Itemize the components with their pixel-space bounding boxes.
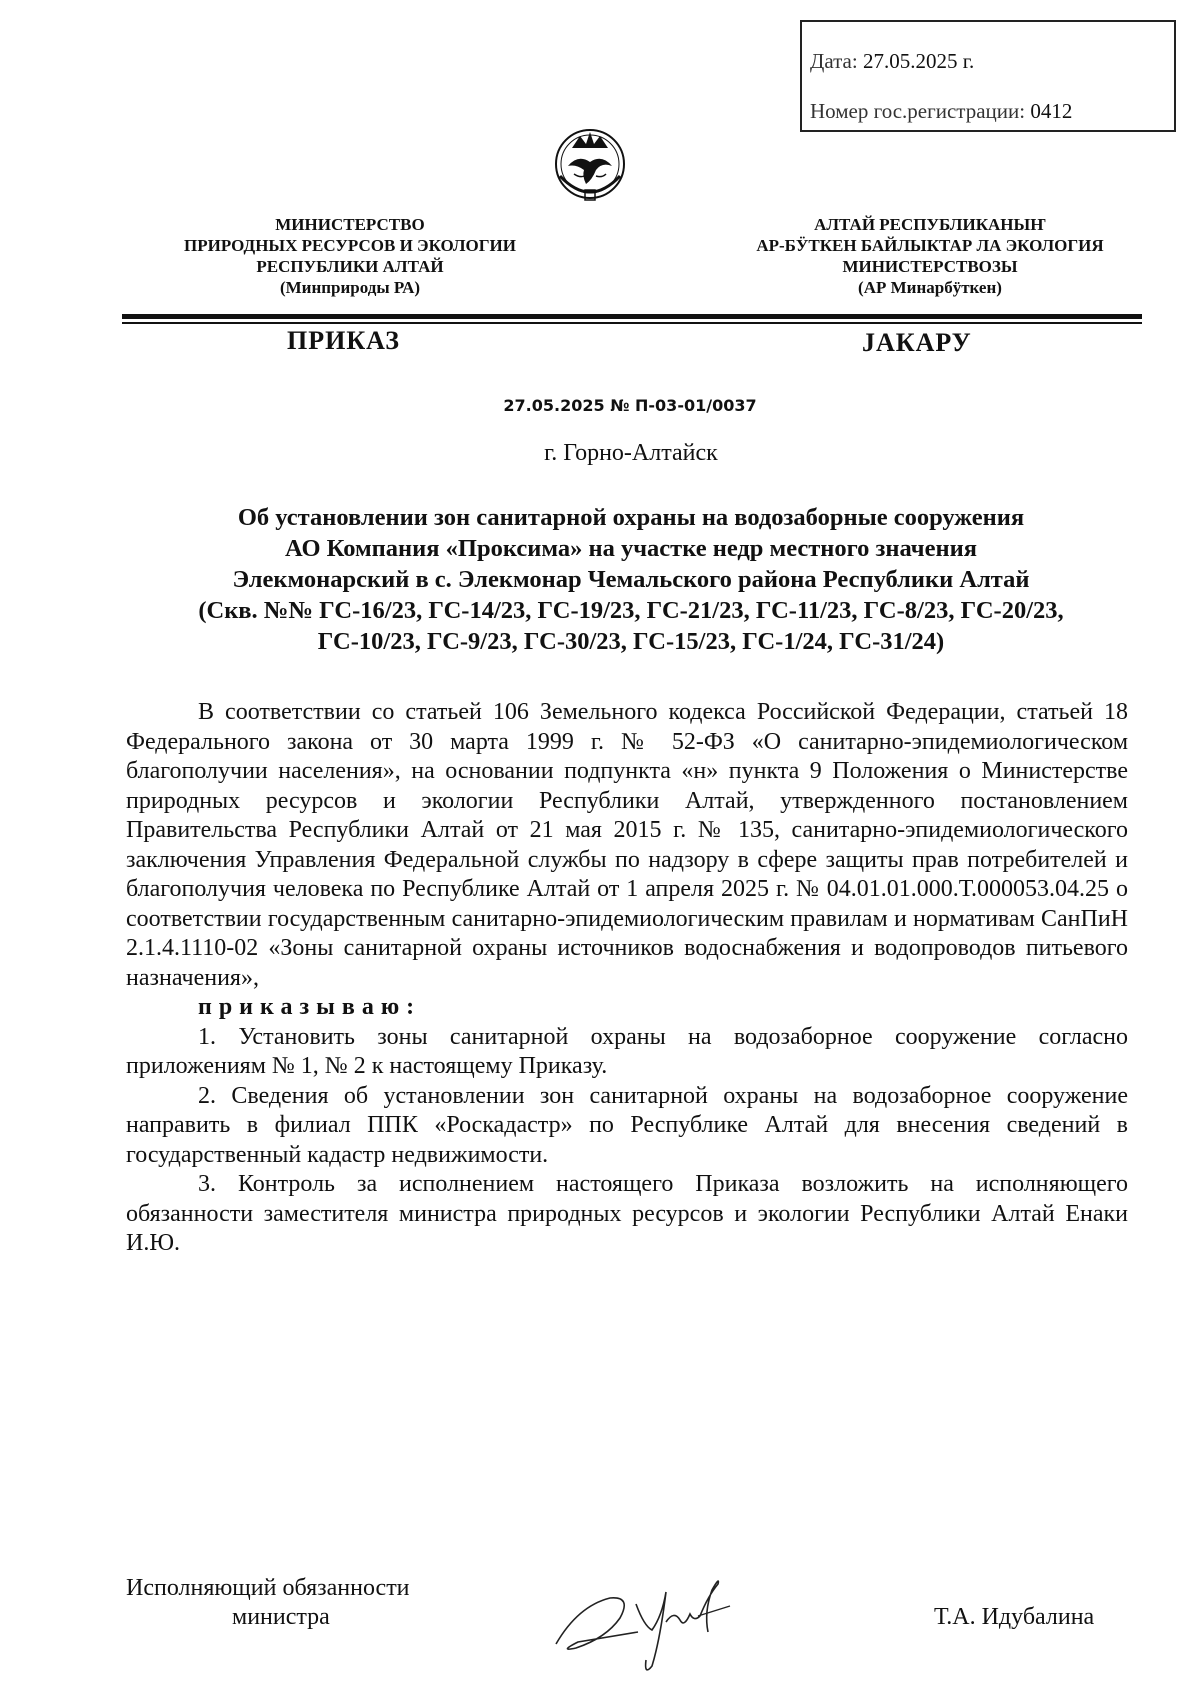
ministry-alt-line: (АР Минарбӱткен) [858,278,1002,297]
order-item-3: 3. Контроль за исполнением настоящего Приказа возложить на исполняющего обязанности заместителя министра природных ресурсов и экологии Республики Алтай Енаки И.Ю. [126,1171,1128,1256]
registration-date-line [810,36,1174,86]
city: г. Горно-Алтайск [544,440,718,466]
order-item-1: 1. Установить зоны санитарной охраны на водозаборное сооружение согласно приложениям № 1, № 2 к настоящему Приказу. [126,1023,1128,1079]
signatory-title-line1: Исполняющий обязанности [126,1575,410,1601]
header-divider-thin [122,322,1142,324]
altai-republic-emblem-icon [552,118,628,214]
handwritten-signature [548,1556,768,1676]
header-divider-thick [122,314,1142,319]
order-title [100,502,1162,657]
ministry-ru-line: ПРИРОДНЫХ РЕСУРСОВ И ЭКОЛОГИИ [184,236,516,255]
ministry-alt-line: АЛТАЙ РЕСПУБЛИКАНЫҤ [814,215,1046,234]
signatory-name: Т.А. Идубалина [934,1604,1095,1630]
ministry-ru-line: МИНИСТЕРСТВО [275,215,425,234]
order-item-2: 2. Сведения об установлении зон санитарной охраны на водозаборное сооружение направить в филиал ППК «Роскадастр» по Республике Алтай для внесения сведений в государственный кадастр недвижимости. [126,1082,1128,1168]
signatory-title [126,1574,410,1632]
title-line: (Скв. №№ ГС-16/23, ГС-14/23, ГС-19/23, ГС-21/23, ГС-11/23, ГС-8/23, ГС-20/23, [198,597,1064,624]
signatory-title-line2: министра [232,1604,330,1630]
doc-type-altai: JАКАРУ [862,328,972,357]
ministry-alt-line: АР-БӰТКЕН БАЙЛЫКТАР ЛА ЭКОЛОГИЯ [756,236,1104,255]
preamble-paragraph: В соответствии со статьей 106 Земельного кодекса Российской Федерации, статьей 18 Федерального закона от 30 марта 1999 г. № 52-ФЗ «О санитарно-эпидемиологическом благополучии населения», на основании подпункта «н» пункта 9 Положения о Министерстве природных ресурсов и экологии Республики Алтай, утвержденного постановлением Правительства Республики Алтай от 21 мая 2015 г. № 135, санитарно-эпидемиологического заключения Управления Федеральной службы по надзору в сфере защиты прав потребителей и благополучия человека по Республике Алтай от 1 апреля 2025 г. № 04.01.01.000.Т.000053.04.25 о соответствии государственным санитарно-эпидемиологическим правилам и нормативам СанПиН 2.1.4.1110-02 «Зоны санитарной охраны источников водоснабжения и водопроводов питьевого назначения», [126,699,1128,991]
registration-box [800,20,1176,132]
registration-number-line [810,86,1174,136]
ministry-name-russian [160,214,540,298]
title-line: Элекмонарский в с. Элекмонар Чемальского района Республики Алтай [232,566,1030,593]
ministry-ru-line: РЕСПУБЛИКИ АЛТАЙ [256,257,444,276]
registration-number-label: Номер гос.регистрации: [810,99,1026,123]
registration-number-value: 0412 [1030,99,1073,123]
registration-date-label: Дата: [810,49,858,73]
title-line: АО Компания «Проксима» на участке недр местного значения [285,535,977,562]
order-number: 27.05.2025 № П-03-01/0037 [503,396,757,415]
doc-type-russian: ПРИКАЗ [287,326,401,355]
order-word: приказываю: [198,994,422,1020]
ministry-name-altai [720,214,1140,298]
title-line: Об установлении зон санитарной охраны на водозаборные сооружения [237,504,1025,531]
ministry-alt-line: МИНИСТЕРСТВОЗЫ [842,257,1018,276]
registration-date-value: 27.05.2025 г. [862,49,975,73]
ministry-ru-line: (Минприроды РА) [279,278,421,297]
title-line: ГС-10/23, ГС-9/23, ГС-30/23, ГС-15/23, ГС-1/24, ГС-31/24) [317,628,945,655]
order-body [126,698,1128,1259]
